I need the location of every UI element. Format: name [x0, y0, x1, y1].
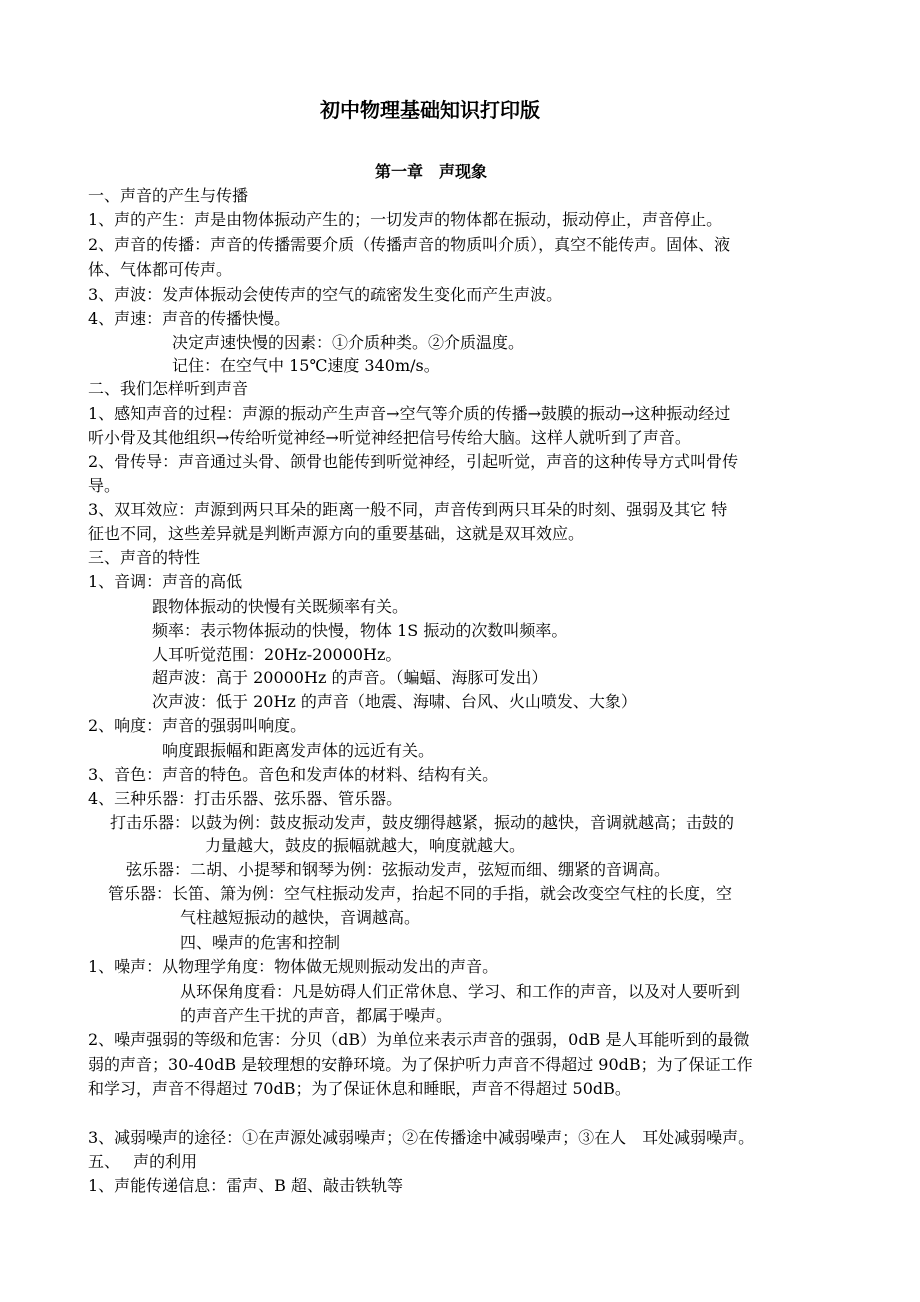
text-line: 1、声的产生：声是由物体振动产生的；一切发声的物体都在振动，振动停止，声音停止。 — [88, 210, 723, 229]
text-line: 1、感知声音的过程：声源的振动产生声音→空气等介质的传播→鼓膜的振动→这种振动经过 — [88, 404, 731, 423]
text-line: 跟物体振动的快慢有关既频率有关。 — [152, 597, 409, 616]
text-line: 超声波：高于 20000Hz 的声音。（蝙蝠、海豚可发出） — [152, 668, 548, 687]
text-line: 力量越大，鼓皮的振幅就越大，响度就越大。 — [205, 836, 526, 855]
section-heading: 四、噪声的危害和控制 — [180, 933, 341, 952]
text-line: 次声波：低于 20Hz 的声音（地震、海啸、台风、火山喷发、大象） — [152, 692, 637, 711]
text-line: 和学习，声音不得超过 70dB；为了保证休息和睡眠，声音不得超过 50dB。 — [88, 1079, 631, 1098]
section-heading: 二、我们怎样听到声音 — [88, 379, 249, 398]
text-line: 体、气体都可传声。 — [88, 260, 233, 279]
text-line: 决定声速快慢的因素：①介质种类。②介质温度。 — [172, 333, 525, 352]
text-line: 管乐器：长笛、箫为例：空气柱振动发声，抬起不同的手指，就会改变空气柱的长度，空 — [108, 884, 733, 903]
text-line: 的声音产生干扰的声音，都属于噪声。 — [180, 1006, 453, 1025]
text-line: 4、声速：声音的传播快慢。 — [88, 309, 291, 328]
chapter-heading: 第一章 声现象 — [375, 162, 488, 181]
text-line: 3、声波：发声体振动会使传声的空气的疏密发生变化而产生声波。 — [88, 285, 563, 304]
text-line: 听小骨及其他组织→传给听觉神经→听觉神经把信号传给大脑。这样人就听到了声音。 — [88, 428, 691, 447]
text-line: 弱的声音；30-40dB 是较理想的安静环境。为了保护听力声音不得超过 90dB；为了保证工作 — [88, 1055, 753, 1074]
text-line: 2、骨传导：声音通过头骨、颌骨也能传到听觉神经，引起听觉，声音的这种传导方式叫骨传 — [88, 452, 739, 471]
text-line: 人耳听觉范围：20Hz-20000Hz。 — [152, 645, 402, 664]
text-line: 1、音调：声音的高低 — [88, 572, 243, 591]
page-title: 初中物理基础知识打印版 — [320, 98, 540, 122]
section-heading: 一、声音的产生与传播 — [88, 186, 249, 205]
text-line: 征也不同，这些差异就是判断声源方向的重要基础，这就是双耳效应。 — [88, 524, 585, 543]
text-line: 响度跟振幅和距离发声体的远近有关。 — [162, 741, 435, 760]
text-line: 3、音色：声音的特色。音色和发声体的材料、结构有关。 — [88, 765, 499, 784]
text-line: 2、噪声强弱的等级和危害：分贝（dB）为单位来表示声音的强弱，0dB 是人耳能听到的最微 — [88, 1030, 750, 1049]
text-line: 从环保角度看：凡是妨碍人们正常休息、学习、和工作的声音，以及对人要听到 — [180, 982, 741, 1001]
text-line: 气柱越短振动的越快，音调越高。 — [180, 908, 421, 927]
text-line: 打击乐器：以鼓为例：鼓皮振动发声，鼓皮绷得越紧，振动的越快，音调就越高；击鼓的 — [110, 813, 735, 832]
text-line: 3、双耳效应：声源到两只耳朵的距离一般不同，声音传到两只耳朵的时刻、强弱及其它 特 — [88, 500, 728, 519]
text-line: 频率：表示物体振动的快慢，物体 1S 振动的次数叫频率。 — [152, 621, 568, 640]
text-line: 3、减弱噪声的途径：①在声源处减弱噪声；②在传播途中减弱噪声；③在人 耳处减弱噪声。 — [88, 1128, 755, 1147]
section-heading: 五、 声的利用 — [88, 1152, 198, 1171]
text-line: 1、噪声：从物理学角度：物体做无规则振动发出的声音。 — [88, 957, 499, 976]
text-line: 1、声能传递信息：雷声、B 超、敲击铁轨等 — [88, 1176, 404, 1195]
section-heading: 三、声音的特性 — [88, 548, 201, 567]
text-line: 弦乐器：二胡、小提琴和钢琴为例：弦振动发声，弦短而细、绷紧的音调高。 — [126, 860, 671, 879]
text-line: 2、响度：声音的强弱叫响度。 — [88, 716, 307, 735]
text-line: 2、声音的传播：声音的传播需要介质（传播声音的物质叫介质），真空不能传声。固体、液 — [88, 235, 731, 254]
text-line: 记住：在空气中 15℃速度 340m/s。 — [172, 356, 440, 375]
text-line: 4、三种乐器：打击乐器、弦乐器、管乐器。 — [88, 789, 403, 808]
text-line: 导。 — [88, 476, 121, 495]
